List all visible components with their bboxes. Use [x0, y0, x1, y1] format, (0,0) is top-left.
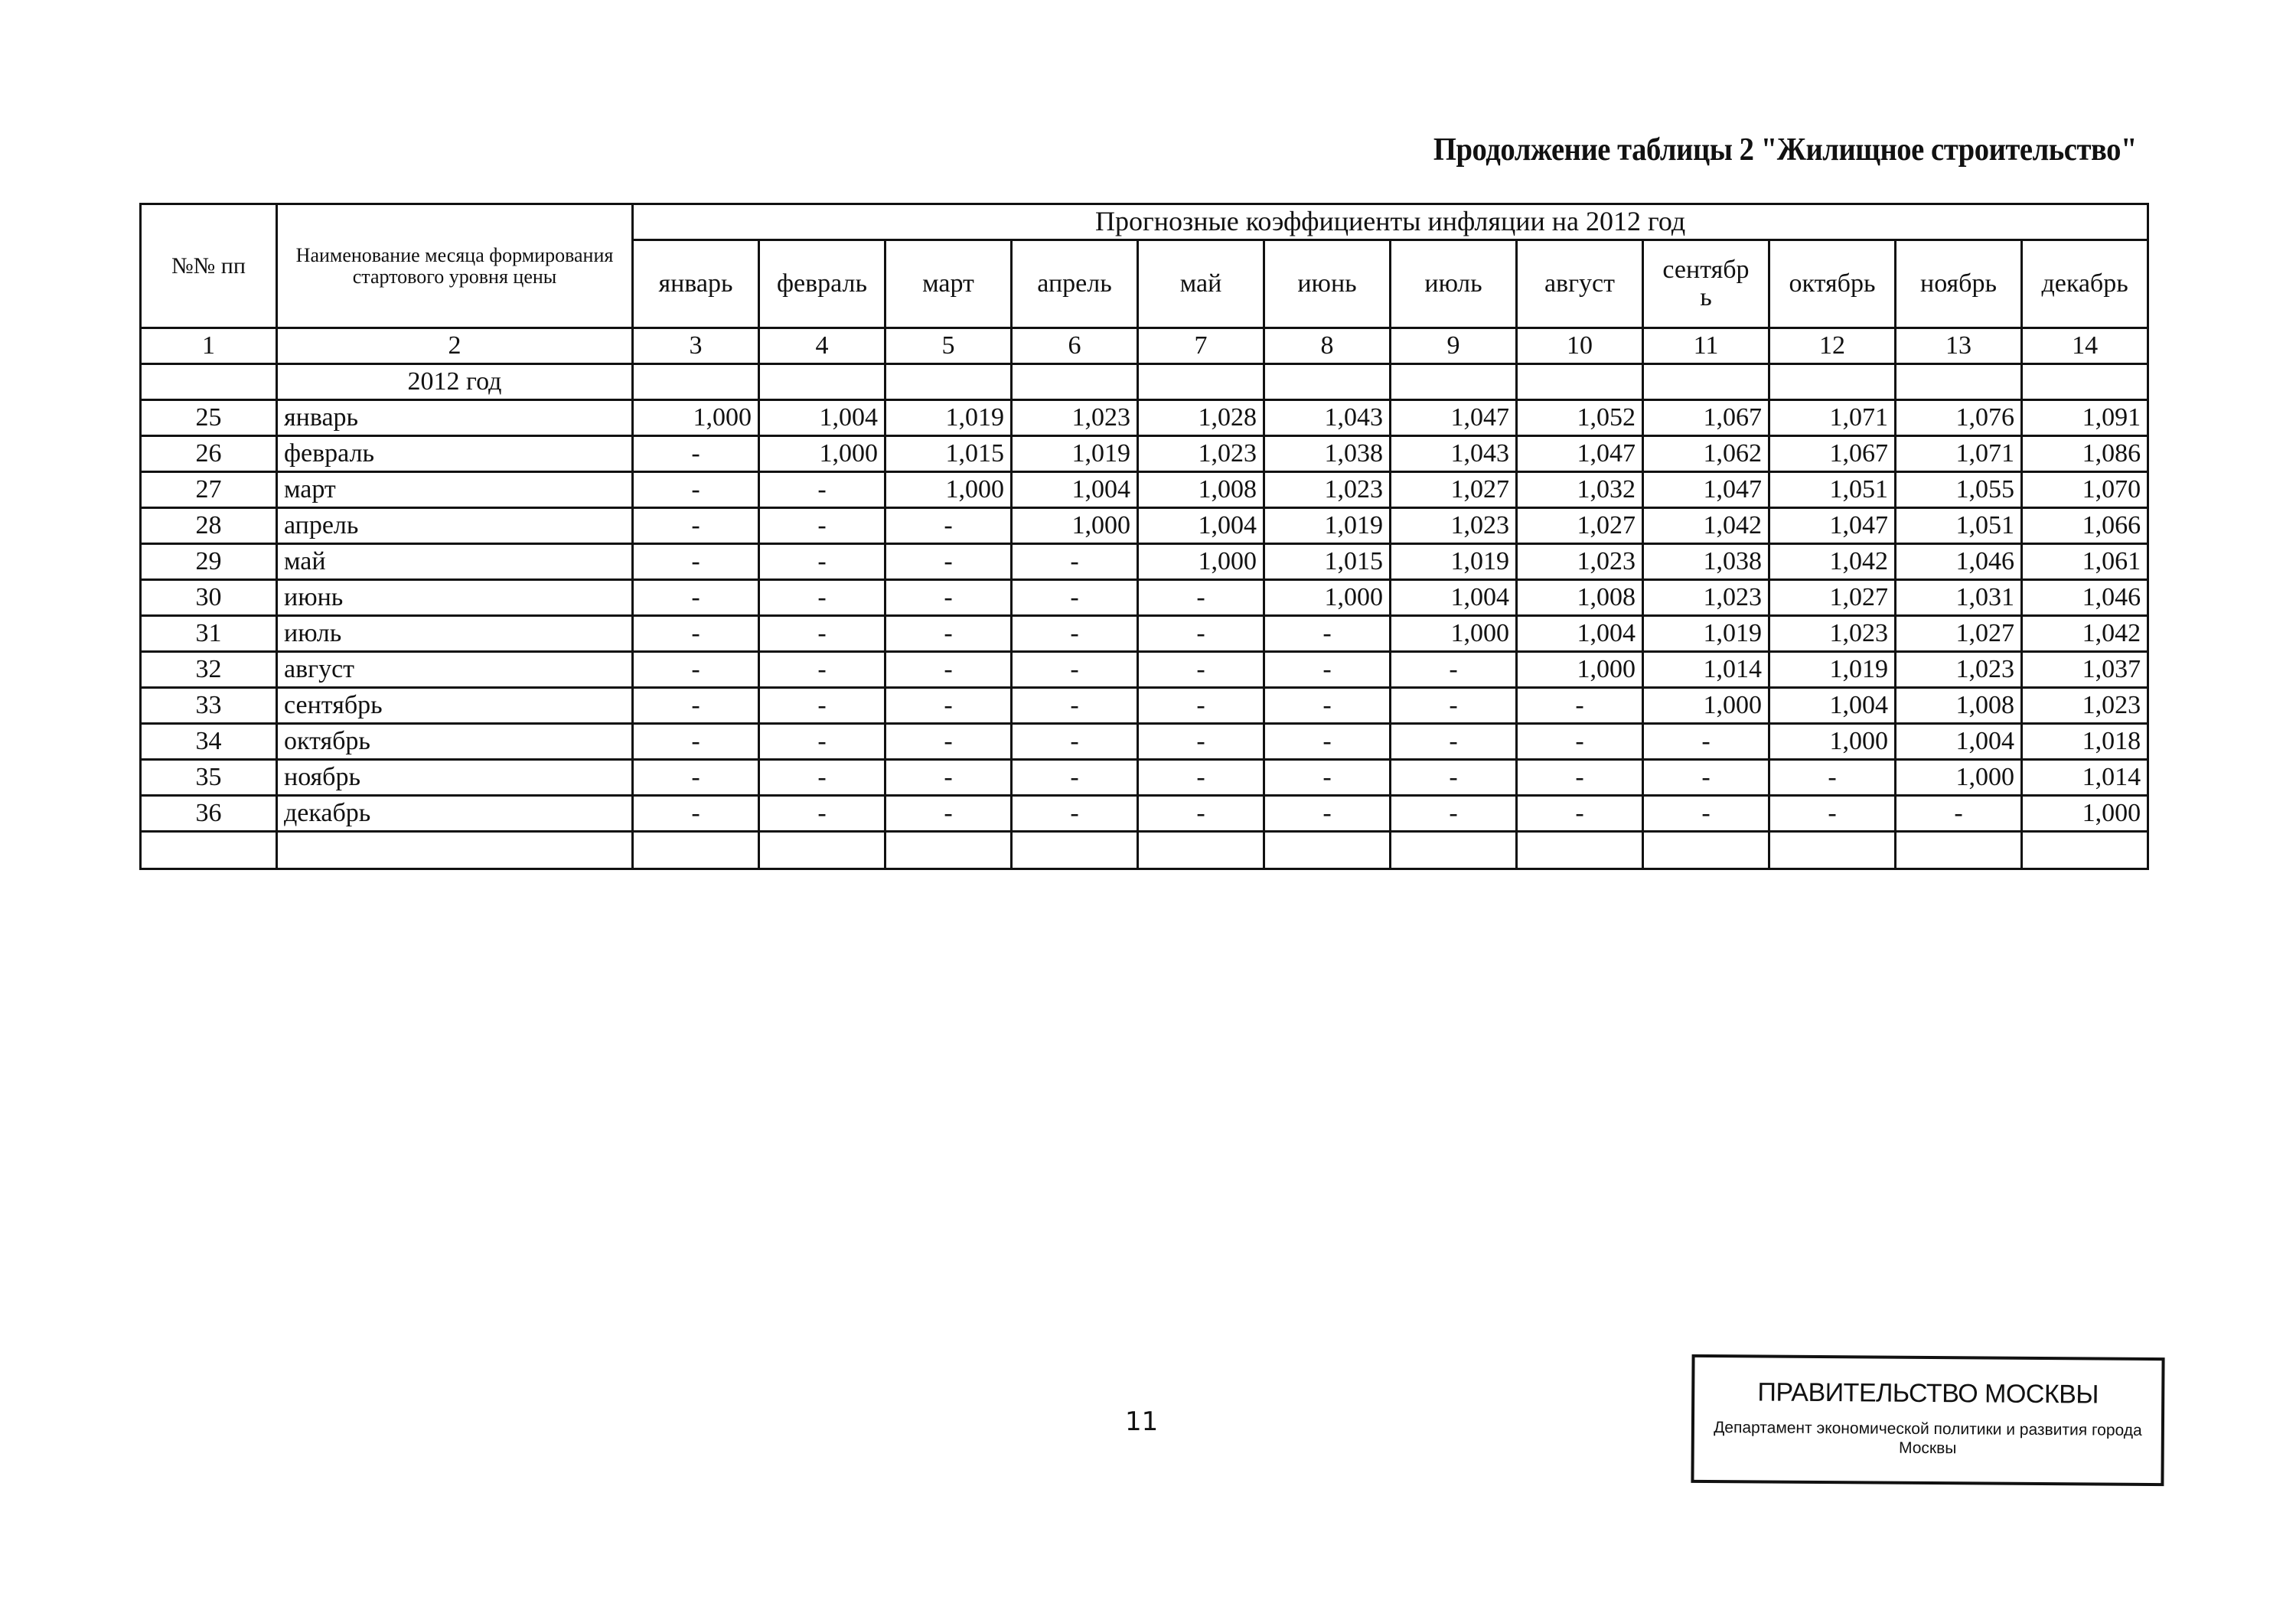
header-month-7: июль — [1391, 240, 1517, 328]
coefficient-cell: 1,008 — [1138, 472, 1264, 508]
coefficient-cell: 1,019 — [1264, 508, 1391, 544]
column-number-8: 8 — [1264, 328, 1391, 364]
coefficient-cell: - — [1643, 760, 1769, 796]
table-row — [141, 652, 2148, 688]
coefficient-cell: 1,027 — [1517, 508, 1643, 544]
coefficient-cell: 1,014 — [1643, 652, 1769, 688]
table-row — [141, 616, 2148, 652]
row-number: 33 — [141, 688, 277, 724]
coefficient-cell: - — [633, 652, 759, 688]
coefficient-cell: 1,000 — [885, 472, 1012, 508]
row-month-name: ноябрь — [277, 760, 633, 796]
empty-cell — [1391, 832, 1517, 869]
header-row-number: №№ пп — [141, 204, 277, 328]
table-row — [141, 796, 2148, 832]
coefficient-cell: 1,046 — [1896, 544, 2022, 580]
coefficient-cell: - — [633, 688, 759, 724]
coefficient-cell: 1,061 — [2022, 544, 2148, 580]
coefficient-cell: - — [759, 652, 885, 688]
coefficient-cell: - — [1517, 688, 1643, 724]
coefficient-cell: - — [759, 508, 885, 544]
coefficient-cell: - — [885, 652, 1012, 688]
column-number-1: 1 — [141, 328, 277, 364]
coefficient-cell: - — [1138, 688, 1264, 724]
coefficient-cell: - — [759, 760, 885, 796]
coefficient-cell: 1,004 — [1391, 580, 1517, 616]
section-num-cell — [141, 364, 277, 400]
coefficient-cell: 1,070 — [2022, 472, 2148, 508]
column-number-4: 4 — [759, 328, 885, 364]
coefficient-cell: - — [1138, 652, 1264, 688]
coefficient-cell: 1,004 — [1012, 472, 1138, 508]
coefficient-cell: 1,000 — [1391, 616, 1517, 652]
coefficient-cell: 1,004 — [759, 400, 885, 436]
column-number-10: 10 — [1517, 328, 1643, 364]
coefficient-cell: 1,027 — [1896, 616, 2022, 652]
coefficient-cell: - — [1264, 616, 1391, 652]
coefficient-cell: 1,031 — [1896, 580, 2022, 616]
coefficient-cell: 1,055 — [1896, 472, 2022, 508]
coefficient-cell: 1,027 — [1769, 580, 1896, 616]
row-month-name: март — [277, 472, 633, 508]
coefficient-cell: 1,000 — [1012, 508, 1138, 544]
empty-cell — [1517, 832, 1643, 869]
coefficient-cell: - — [759, 472, 885, 508]
coefficient-cell: - — [1012, 616, 1138, 652]
coefficient-cell: - — [1012, 724, 1138, 760]
coefficient-cell: 1,032 — [1517, 472, 1643, 508]
coefficient-cell: 1,008 — [1896, 688, 2022, 724]
coefficient-cell: - — [1391, 652, 1517, 688]
empty-cell — [1769, 832, 1896, 869]
row-month-name: сентябрь — [277, 688, 633, 724]
coefficient-cell: 1,086 — [2022, 436, 2148, 472]
coefficient-cell: - — [759, 544, 885, 580]
coefficient-cell: 1,014 — [2022, 760, 2148, 796]
coefficient-cell: 1,000 — [1896, 760, 2022, 796]
row-number: 27 — [141, 472, 277, 508]
coefficient-cell: 1,019 — [1769, 652, 1896, 688]
table-row — [141, 400, 2148, 436]
coefficient-cell: 1,004 — [1138, 508, 1264, 544]
coefficient-cell: - — [1264, 760, 1391, 796]
row-number: 36 — [141, 796, 277, 832]
coefficient-cell: - — [633, 724, 759, 760]
empty-row — [141, 832, 2148, 869]
table-row — [141, 472, 2148, 508]
stamp-line-2: Департамент экономической политики и развития города Москвы — [1714, 1419, 2142, 1458]
coefficient-cell: - — [1391, 796, 1517, 832]
coefficient-cell: - — [885, 544, 1012, 580]
coefficient-cell: - — [759, 616, 885, 652]
column-number-12: 12 — [1769, 328, 1896, 364]
coefficient-cell: - — [1012, 688, 1138, 724]
header-month-12: декабрь — [2022, 240, 2148, 328]
coefficient-cell: - — [1643, 796, 1769, 832]
coefficient-cell: 1,000 — [759, 436, 885, 472]
coefficient-cell: - — [633, 760, 759, 796]
coefficient-cell: - — [1138, 724, 1264, 760]
row-month-name: август — [277, 652, 633, 688]
coefficient-cell: 1,023 — [1769, 616, 1896, 652]
coefficient-cell: - — [1391, 760, 1517, 796]
table-row — [141, 544, 2148, 580]
coefficient-cell: 1,042 — [1643, 508, 1769, 544]
coefficient-cell: - — [1138, 796, 1264, 832]
coefficient-cell: 1,091 — [2022, 400, 2148, 436]
table-row — [141, 688, 2148, 724]
coefficient-cell: - — [1012, 796, 1138, 832]
section-label: 2012 год — [277, 364, 633, 400]
header-group-inflation: Прогнозные коэффициенты инфляции на 2012 год — [633, 204, 2148, 240]
header-month-name: Наименование месяца формирования стартового уровня цены — [277, 204, 633, 328]
coefficient-cell: - — [1012, 652, 1138, 688]
coefficient-cell: 1,008 — [1517, 580, 1643, 616]
coefficient-cell: - — [633, 436, 759, 472]
coefficient-cell: - — [1264, 796, 1391, 832]
table-row — [141, 580, 2148, 616]
coefficient-cell: - — [1138, 616, 1264, 652]
table-row — [141, 760, 2148, 796]
coefficient-cell: 1,071 — [1769, 400, 1896, 436]
row-month-name: февраль — [277, 436, 633, 472]
coefficient-cell: 1,028 — [1138, 400, 1264, 436]
coefficient-cell: 1,046 — [2022, 580, 2148, 616]
coefficient-cell: - — [759, 724, 885, 760]
row-number: 25 — [141, 400, 277, 436]
coefficient-cell: 1,000 — [1769, 724, 1896, 760]
row-month-name: июль — [277, 616, 633, 652]
coefficient-cell: 1,042 — [1769, 544, 1896, 580]
coefficient-cell: - — [1769, 796, 1896, 832]
coefficient-cell: 1,023 — [1264, 472, 1391, 508]
coefficient-cell: 1,019 — [1012, 436, 1138, 472]
coefficient-cell: 1,023 — [1517, 544, 1643, 580]
header-month-2: февраль — [759, 240, 885, 328]
empty-cell — [1264, 832, 1391, 869]
row-number: 29 — [141, 544, 277, 580]
header-month-8: август — [1517, 240, 1643, 328]
empty-cell — [1138, 832, 1264, 869]
column-number-3: 3 — [633, 328, 759, 364]
empty-cell — [1012, 832, 1138, 869]
stamp-line-1: ПРАВИТЕЛЬСТВО МОСКВЫ — [1757, 1377, 2099, 1410]
coefficient-cell: 1,000 — [633, 400, 759, 436]
coefficient-cell: - — [633, 580, 759, 616]
coefficient-cell: 1,023 — [1896, 652, 2022, 688]
coefficient-cell: 1,037 — [2022, 652, 2148, 688]
inflation-coefficients-table — [139, 203, 2149, 870]
coefficient-cell: - — [633, 544, 759, 580]
coefficient-cell: - — [885, 508, 1012, 544]
column-number-14: 14 — [2022, 328, 2148, 364]
coefficient-cell: 1,047 — [1391, 400, 1517, 436]
coefficient-cell: 1,047 — [1643, 472, 1769, 508]
coefficient-cell: 1,015 — [1264, 544, 1391, 580]
coefficient-cell: 1,043 — [1391, 436, 1517, 472]
empty-cell — [141, 832, 277, 869]
row-number: 26 — [141, 436, 277, 472]
coefficient-cell: 1,071 — [1896, 436, 2022, 472]
coefficient-cell: 1,015 — [885, 436, 1012, 472]
coefficient-cell: - — [885, 616, 1012, 652]
coefficient-cell: - — [1517, 796, 1643, 832]
coefficient-cell: - — [633, 508, 759, 544]
coefficient-cell: 1,023 — [1643, 580, 1769, 616]
coefficient-cell: 1,051 — [1769, 472, 1896, 508]
coefficient-cell: 1,000 — [2022, 796, 2148, 832]
coefficient-cell: - — [1012, 544, 1138, 580]
coefficient-cell: - — [885, 688, 1012, 724]
coefficient-cell: 1,051 — [1896, 508, 2022, 544]
coefficient-cell: 1,047 — [1517, 436, 1643, 472]
coefficient-cell: - — [633, 616, 759, 652]
coefficient-cell: 1,047 — [1769, 508, 1896, 544]
coefficient-cell: - — [1012, 760, 1138, 796]
coefficient-cell: 1,000 — [1643, 688, 1769, 724]
coefficient-cell: 1,038 — [1264, 436, 1391, 472]
coefficient-cell: 1,066 — [2022, 508, 2148, 544]
coefficient-cell: 1,000 — [1517, 652, 1643, 688]
row-number: 32 — [141, 652, 277, 688]
page-number: 11 — [1125, 1406, 1159, 1437]
coefficient-cell: 1,023 — [2022, 688, 2148, 724]
row-month-name: декабрь — [277, 796, 633, 832]
header-month-3: март — [885, 240, 1012, 328]
coefficient-cell: - — [1896, 796, 2022, 832]
table-row — [141, 508, 2148, 544]
coefficient-cell: 1,000 — [1138, 544, 1264, 580]
coefficient-cell: - — [885, 724, 1012, 760]
coefficient-cell: - — [1391, 688, 1517, 724]
empty-cell — [1643, 832, 1769, 869]
coefficient-cell: 1,027 — [1391, 472, 1517, 508]
coefficient-cell: - — [1517, 760, 1643, 796]
header-month-9: сентябрь — [1643, 240, 1769, 328]
header-month-11: ноябрь — [1896, 240, 2022, 328]
header-month-6: июнь — [1264, 240, 1391, 328]
row-month-name: январь — [277, 400, 633, 436]
coefficient-cell: - — [633, 796, 759, 832]
coefficient-cell: - — [1138, 580, 1264, 616]
coefficient-cell: 1,062 — [1643, 436, 1769, 472]
coefficient-cell: 1,076 — [1896, 400, 2022, 436]
header-month-10: октябрь — [1769, 240, 1896, 328]
column-number-7: 7 — [1138, 328, 1264, 364]
coefficient-cell: - — [633, 472, 759, 508]
official-stamp — [1691, 1354, 2164, 1486]
row-number: 28 — [141, 508, 277, 544]
row-month-name: октябрь — [277, 724, 633, 760]
column-number-11: 11 — [1643, 328, 1769, 364]
coefficient-cell: - — [1264, 724, 1391, 760]
empty-cell — [1896, 832, 2022, 869]
coefficient-cell: 1,038 — [1643, 544, 1769, 580]
coefficient-cell: 1,052 — [1517, 400, 1643, 436]
row-month-name: апрель — [277, 508, 633, 544]
empty-cell — [277, 832, 633, 869]
coefficient-cell: - — [1769, 760, 1896, 796]
coefficient-cell: 1,000 — [1264, 580, 1391, 616]
column-number-9: 9 — [1391, 328, 1517, 364]
coefficient-cell: 1,019 — [885, 400, 1012, 436]
header-month-5: май — [1138, 240, 1264, 328]
coefficient-cell: - — [1643, 724, 1769, 760]
section-row — [141, 364, 2148, 400]
empty-cell — [759, 832, 885, 869]
coefficient-cell: 1,042 — [2022, 616, 2148, 652]
column-number-13: 13 — [1896, 328, 2022, 364]
coefficient-cell: 1,004 — [1769, 688, 1896, 724]
coefficient-cell: - — [885, 760, 1012, 796]
row-number: 35 — [141, 760, 277, 796]
header-month-4: апрель — [1012, 240, 1138, 328]
coefficient-cell: 1,023 — [1012, 400, 1138, 436]
coefficient-cell: 1,067 — [1769, 436, 1896, 472]
coefficient-cell: - — [759, 688, 885, 724]
coefficient-cell: - — [1517, 724, 1643, 760]
coefficient-cell: 1,018 — [2022, 724, 2148, 760]
coefficient-cell: 1,004 — [1896, 724, 2022, 760]
coefficient-cell: - — [759, 796, 885, 832]
column-number-2: 2 — [277, 328, 633, 364]
coefficient-cell: - — [885, 796, 1012, 832]
coefficient-cell: - — [759, 580, 885, 616]
header-month-1: январь — [633, 240, 759, 328]
column-number-6: 6 — [1012, 328, 1138, 364]
coefficient-cell: 1,019 — [1643, 616, 1769, 652]
table-row — [141, 436, 2148, 472]
coefficient-cell: 1,043 — [1264, 400, 1391, 436]
table-row — [141, 724, 2148, 760]
coefficient-cell: - — [885, 580, 1012, 616]
coefficient-cell: 1,023 — [1391, 508, 1517, 544]
table-title: Продолжение таблицы 2 "Жилищное строительство" — [1433, 132, 2137, 168]
header-column-numbers-row — [141, 328, 2148, 364]
coefficient-cell: 1,019 — [1391, 544, 1517, 580]
coefficient-cell: - — [1138, 760, 1264, 796]
coefficient-cell: - — [1264, 652, 1391, 688]
empty-cell — [2022, 832, 2148, 869]
coefficient-cell: 1,023 — [1138, 436, 1264, 472]
row-month-name: июнь — [277, 580, 633, 616]
coefficient-cell: 1,004 — [1517, 616, 1643, 652]
coefficient-cell: - — [1264, 688, 1391, 724]
row-number: 30 — [141, 580, 277, 616]
row-number: 31 — [141, 616, 277, 652]
row-number: 34 — [141, 724, 277, 760]
column-number-5: 5 — [885, 328, 1012, 364]
row-month-name: май — [277, 544, 633, 580]
empty-cell — [633, 832, 759, 869]
coefficient-cell: 1,067 — [1643, 400, 1769, 436]
empty-cell — [885, 832, 1012, 869]
coefficient-cell: - — [1391, 724, 1517, 760]
coefficient-cell: - — [1012, 580, 1138, 616]
